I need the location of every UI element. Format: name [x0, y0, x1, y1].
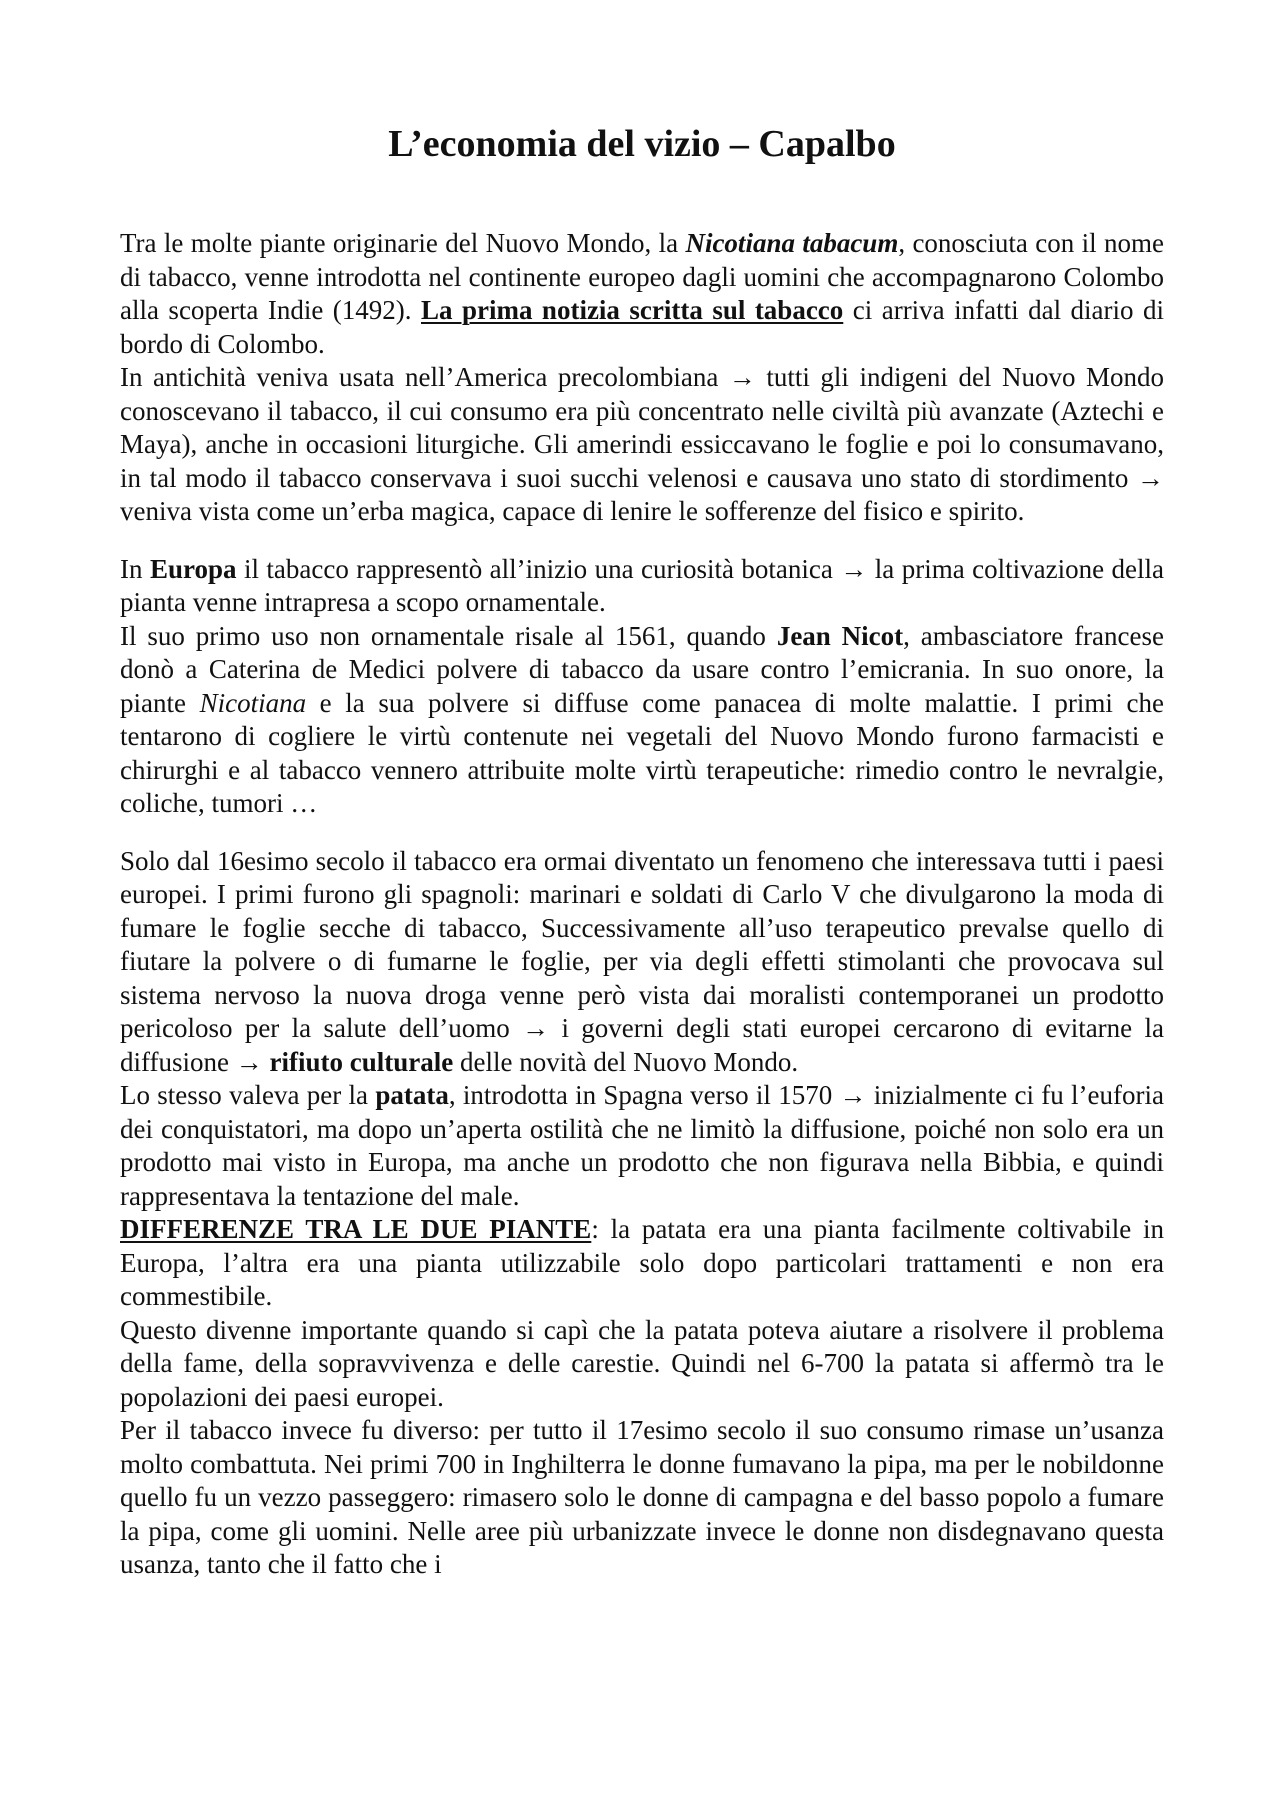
text: ci arriva infatti dal diario di bordo di Colombo.	[120, 295, 1164, 359]
paragraph-patata	[120, 1079, 1164, 1213]
text: , introdotta in Spagna verso il 1570 → inizialmente ci fu l’euforia dei conquistatori, ma dopo un’aperta ostilità che ne limitò la diffusione, poiché non solo era un prodotto mai visto in Europa, ma anche un prodotto che non figurava nella Bibbia, e quindi rappresentava la tentazione del male.	[120, 1080, 1164, 1211]
text: Tra le molte piante originarie del Nuovo Mondo, la	[120, 228, 686, 258]
paragraph-antichita: In antichità veniva usata nell’America precolombiana → tutti gli indigeni del Nuovo Mondo conoscevano il tabacco, il cui consumo era più concentrato nelle civiltà più avanzate (Aztechi e Maya), anche in occasioni liturgiche. Gli amerindi essiccavano le foglie e poi lo consumavano, in tal modo il tabacco conservava i suoi succhi velenosi e causava uno stato di stordimento → veniva vista come un’erba magica, capace di lenire le sofferenze del fisico e spirito.	[120, 362, 1164, 526]
document-title: L’economia del vizio – Capalbo	[388, 123, 896, 165]
term-jean-nicot: Jean Nicot	[776, 620, 904, 651]
term-nicotiana: Nicotiana	[199, 687, 307, 718]
text: , conosciuta con il nome di tabacco, venne introdotta nel continente europeo dagli uomini che accompagnarono Colombo alla scoperta Indie (1492).	[120, 228, 1164, 325]
paragraph-differenze	[120, 1213, 1164, 1314]
text: delle novità del Nuovo Mondo.	[453, 1046, 799, 1077]
term-rifiuto-culturale: rifiuto culturale	[269, 1046, 454, 1077]
text: il tabacco rappresentò all’inizio una curiosità botanica → la prima coltivazione della pianta venne intrapresa a scopo ornamentale.	[120, 553, 1164, 617]
text: : la patata era una pianta facilmente coltivabile in Europa, l’altra era una pianta utilizzabile solo dopo particolari trattamenti e non era commestibile.	[120, 1214, 1164, 1311]
text: , ambasciatore francese donò a Caterina de Medici polvere di tabacco da usare contro l’emicrania. In suo onore, la piante	[120, 620, 1164, 718]
paragraph-tabacco-diverso: Per il tabacco invece fu diverso: per tutto il 17esimo secolo il suo consumo rimase un’usanza molto combattuta. Nei primi 700 in Inghilterra le donne fumavano la pipa, ma per le nobildonne quello fu un vezzo passeggero: rimasero solo le donne di campagna e del basso popolo a fumare la pipa, come gli uomini. Nelle aree più urbanizzate invece le donne non disdegnavano questa usanza, tanto che il fatto che i	[120, 1415, 1164, 1579]
text: Solo dal 16esimo secolo il tabacco era ormai diventato un fenomeno che interessava tutti i paesi europei. I primi furono gli spagnoli: marinari e soldati di Carlo V che divulgarono la moda di fumare le foglie secche di tabacco, Successivamente all’uso terapeutico prevalse quello di fiutare la polvere o di fumarne le foglie, per via degli effetti stimolanti che provocava sul sistema nervoso la nuova droga venne però vista dai moralisti contemporanei un prodotto pericoloso per la salute dell’uomo → i governi degli stati europei cercarono di evitarne la diffusione →	[120, 845, 1164, 1077]
term-patata: patata	[375, 1080, 449, 1110]
paragraph-europa	[120, 553, 1164, 620]
paragraph-jean-nicot	[120, 620, 1164, 821]
paragraph-fame: Questo divenne importante quando si capì che la patata poteva aiutare a risolvere il problema della fame, della sopravvivenza e delle carestie. Quindi nel 6-700 la patata si affermò tra le popolazioni dei paesi europei.	[120, 1314, 1164, 1412]
paragraph-nicotiana	[120, 227, 1164, 361]
heading-differenze: DIFFERENZE TRA LE DUE PIANTE	[120, 1214, 592, 1244]
document-page	[120, 118, 1164, 1582]
text: e la sua polvere si diffuse come panacea di molte malattie. I primi che tentarono di cogliere le virtù contenute nei vegetali del Nuovo Mondo furono farmacisti e chirurghi e al tabacco vennero attribuite molte virtù terapeutiche: rimedio contro le nevralgie, coliche, tumori …	[120, 687, 1164, 818]
highlight-prima-notizia: La prima notizia scritta sul tabacco	[421, 295, 844, 325]
text: Il suo primo uso non ornamentale risale al 1561, quando	[120, 620, 777, 651]
text: In	[120, 553, 150, 584]
term-europa: Europa	[149, 553, 237, 584]
paragraph-sedicesimo-secolo	[120, 845, 1164, 1080]
text: Lo stesso valeva per la	[120, 1080, 376, 1110]
term-nicotiana-tabacum: Nicotiana tabacum	[685, 228, 899, 258]
